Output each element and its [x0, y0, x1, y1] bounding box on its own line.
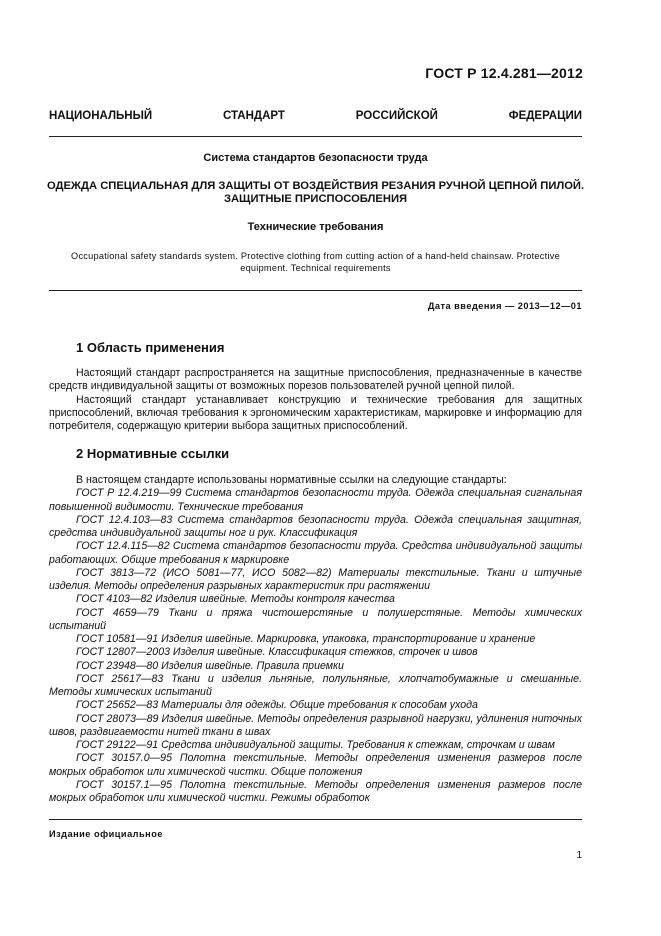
- reference-item: ГОСТ 25617—83 Ткани и изделия льняные, полульняные, хлопчатобумажные и смешанные. Методы химических испытаний: [49, 672, 582, 698]
- reference-item: ГОСТ 12807—2003 Изделия швейные. Классификация стежков, строчек и швов: [76, 646, 478, 659]
- document-main-title: ОДЕЖДА СПЕЦИАЛЬНАЯ ДЛЯ ЗАЩИТЫ ОТ ВОЗДЕЙСТВИЯ РЕЗАНИЯ РУЧНОЙ ЦЕПНОЙ ПИЛОЙ. ЗАЩИТНЫЕ ПРИСПОСОБЛЕНИЯ: [46, 180, 585, 205]
- introduction-date: Дата введения — 2013—12—01: [427, 301, 582, 311]
- reference-item: ГОСТ 29122—91 Средства индивидуальной защиты. Требования к стежкам, строчкам и швам: [76, 739, 555, 751]
- section-2-heading: 2 Нормативные ссылки: [76, 446, 230, 461]
- references-intro: В настоящем стандарте использованы нормативные ссылки на следующие стандарты:: [76, 474, 507, 486]
- document-subtitle: Технические требования: [247, 221, 384, 233]
- reference-item: ГОСТ 3813—72 (ИСО 5081—77, ИСО 5082—82) Материалы текстильные. Ткани и штучные изделия. Методы определения разрывных характеристик при растяжении: [49, 566, 582, 592]
- reference-item: ГОСТ 30157.1—95 Полотна текстильные. Методы определения изменения размеров после мокрых обработок или химической чистки. Режимы обработок: [49, 778, 582, 804]
- section-1-body: [49, 367, 582, 433]
- header-divider: [49, 136, 582, 137]
- reference-item: ГОСТ Р 12.4.219—99 Система стандартов безопасности труда. Одежда специальная сигнальная повышенной видимости. Технические требования: [49, 487, 582, 513]
- section-1-paragraph: Настоящий стандарт распространяется на защитные приспособления, предназначенные в качестве средств индивидуальной защиты от возможных порезов пользователей ручной цепной пилой.: [49, 367, 582, 393]
- reference-item: ГОСТ 30157.0—95 Полотна текстильные. Методы определения изменения размеров после мокрых обработок или химической чистки. Общие положения: [49, 752, 582, 778]
- reference-item: ГОСТ 23948—80 Изделия швейные. Правила приемки: [76, 659, 344, 672]
- section-2-body: [49, 474, 582, 805]
- reference-item: ГОСТ 25652—83 Материалы для одежды. Общие требования к способам ухода: [76, 699, 478, 712]
- reference-item: ГОСТ 12.4.103—83 Система стандартов безопасности труда. Одежда специальная защитная, средства индивидуальной защиты ног и рук. Классификация: [49, 513, 582, 539]
- reference-item: ГОСТ 10581—91 Изделия швейные. Маркировка, упаковка, транспортирование и хранение: [76, 633, 536, 645]
- document-number: ГОСТ Р 12.4.281—2012: [425, 65, 583, 81]
- reference-item: ГОСТ 28073—89 Изделия швейные. Методы определения разрывной нагрузки, удлинения ниточных швов, раздвигаемости нитей ткани в швах: [49, 712, 582, 738]
- national-standard-banner: НАЦИОНАЛЬНЫЙ СТАНДАРТ РОССИЙСКОЙ ФЕДЕРАЦИИ: [49, 110, 582, 122]
- reference-item: ГОСТ 12.4.115—82 Система стандартов безопасности труда. Средства индивидуальной защиты работающих. Общие требования к маркировке: [49, 540, 582, 566]
- section-1-heading: 1 Область применения: [76, 340, 225, 355]
- page-number: 1: [576, 850, 582, 861]
- reference-item: ГОСТ 4103—82 Изделия швейные. Методы контроля качества: [76, 593, 395, 606]
- english-title: Occupational safety standards system. Protective clothing from cutting action of a hand-held chainsaw. Protective equipment. Technical requirements: [71, 251, 560, 273]
- official-edition-label: Издание официальное: [49, 829, 163, 839]
- footer-divider: [49, 819, 582, 820]
- section-1-paragraph: Настоящий стандарт устанавливает конструкцию и технические требования для защитных приспособлений, включая требования к эргономическим характеристикам, маркировке и информацию для потребителя, содержащую критерии выбора защитных приспособлений.: [49, 393, 582, 432]
- title-divider: [49, 290, 582, 291]
- reference-item: ГОСТ 4659—79 Ткани и пряжа чистошерстяные и полушерстяные. Методы химических испытаний: [49, 606, 582, 632]
- standards-system-title: Система стандартов безопасности труда: [203, 152, 428, 164]
